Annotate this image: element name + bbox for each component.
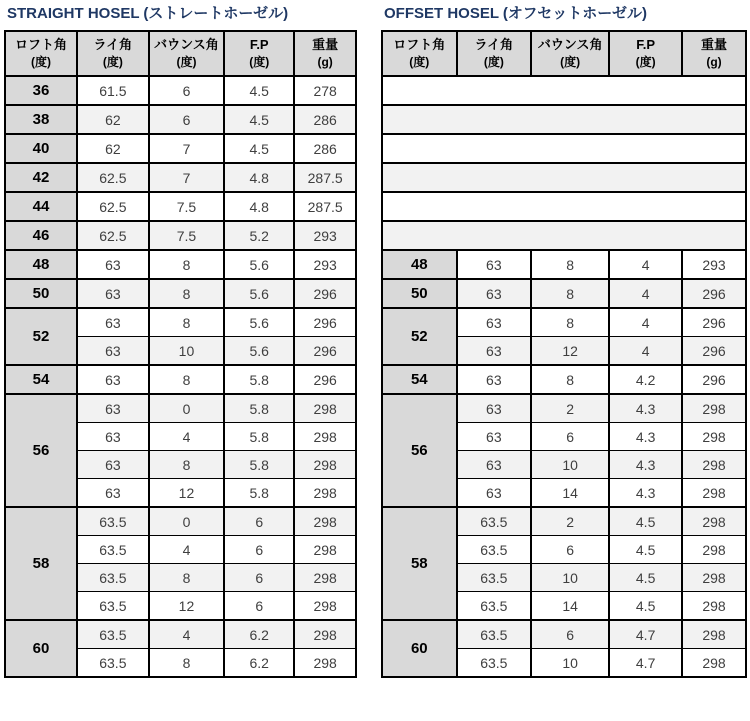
value-cell: 4.5 bbox=[609, 536, 682, 564]
table-head-straight bbox=[5, 31, 356, 76]
loft-cell: 36 bbox=[5, 76, 77, 105]
offset-hosel-section bbox=[381, 3, 747, 678]
table-row bbox=[382, 394, 746, 423]
value-cell: 4 bbox=[609, 308, 682, 337]
column-header bbox=[149, 31, 224, 76]
value-cell: 4 bbox=[609, 250, 682, 279]
empty-cell bbox=[382, 192, 746, 221]
value-cell: 10 bbox=[531, 649, 609, 678]
table-row bbox=[5, 192, 356, 221]
loft-cell: 54 bbox=[382, 365, 457, 394]
loft-cell: 52 bbox=[382, 308, 457, 365]
value-cell: 63.5 bbox=[77, 620, 149, 649]
value-cell: 4 bbox=[149, 536, 224, 564]
value-cell: 298 bbox=[294, 620, 356, 649]
value-cell: 4.5 bbox=[224, 105, 294, 134]
value-cell: 4.5 bbox=[609, 592, 682, 621]
value-cell: 4.8 bbox=[224, 192, 294, 221]
value-cell: 10 bbox=[531, 564, 609, 592]
column-label: ロフト角 bbox=[393, 37, 446, 52]
value-cell: 6 bbox=[149, 76, 224, 105]
value-cell: 4 bbox=[149, 620, 224, 649]
column-header bbox=[609, 31, 682, 76]
value-cell: 5.6 bbox=[224, 337, 294, 366]
value-cell: 63 bbox=[77, 250, 149, 279]
loft-cell: 46 bbox=[5, 221, 77, 250]
table-row bbox=[382, 279, 746, 308]
table-row bbox=[5, 134, 356, 163]
table-row bbox=[5, 221, 356, 250]
loft-cell: 60 bbox=[5, 620, 77, 677]
value-cell: 8 bbox=[149, 451, 224, 479]
column-label: ライ角 bbox=[474, 37, 514, 52]
value-cell: 298 bbox=[294, 451, 356, 479]
value-cell: 63 bbox=[457, 394, 532, 423]
value-cell: 63 bbox=[77, 423, 149, 451]
value-cell: 63.5 bbox=[457, 507, 532, 536]
loft-cell: 48 bbox=[382, 250, 457, 279]
value-cell: 298 bbox=[294, 564, 356, 592]
value-cell: 63.5 bbox=[77, 536, 149, 564]
value-cell: 8 bbox=[149, 564, 224, 592]
table-row bbox=[5, 250, 356, 279]
value-cell: 63.5 bbox=[457, 564, 532, 592]
column-unit: (度) bbox=[102, 55, 123, 69]
loft-cell: 54 bbox=[5, 365, 77, 394]
column-header bbox=[294, 31, 356, 76]
value-cell: 63 bbox=[77, 337, 149, 366]
value-cell: 63.5 bbox=[77, 592, 149, 621]
value-cell: 4.2 bbox=[609, 365, 682, 394]
value-cell: 63 bbox=[77, 279, 149, 308]
value-cell: 4 bbox=[609, 337, 682, 366]
table-row bbox=[382, 507, 746, 536]
value-cell: 62 bbox=[77, 105, 149, 134]
value-cell: 7.5 bbox=[149, 221, 224, 250]
value-cell: 4.7 bbox=[609, 620, 682, 649]
value-cell: 63.5 bbox=[457, 592, 532, 621]
value-cell: 8 bbox=[149, 308, 224, 337]
table-row bbox=[382, 365, 746, 394]
value-cell: 6 bbox=[224, 536, 294, 564]
value-cell: 296 bbox=[682, 337, 746, 366]
value-cell: 63.5 bbox=[77, 649, 149, 678]
column-unit: (度) bbox=[176, 55, 197, 69]
value-cell: 14 bbox=[531, 592, 609, 621]
value-cell: 5.8 bbox=[224, 365, 294, 394]
value-cell: 63.5 bbox=[457, 620, 532, 649]
value-cell: 8 bbox=[149, 279, 224, 308]
value-cell: 296 bbox=[294, 337, 356, 366]
value-cell: 4 bbox=[609, 279, 682, 308]
loft-cell: 38 bbox=[5, 105, 77, 134]
empty-row bbox=[382, 134, 746, 163]
value-cell: 0 bbox=[149, 507, 224, 536]
value-cell: 296 bbox=[294, 365, 356, 394]
value-cell: 63 bbox=[457, 479, 532, 508]
value-cell: 63 bbox=[457, 308, 532, 337]
loft-cell: 50 bbox=[382, 279, 457, 308]
column-unit: (g) bbox=[706, 55, 722, 69]
column-unit: (g) bbox=[317, 55, 333, 69]
value-cell: 4.7 bbox=[609, 649, 682, 678]
loft-cell: 42 bbox=[5, 163, 77, 192]
loft-cell: 56 bbox=[382, 394, 457, 507]
value-cell: 8 bbox=[531, 308, 609, 337]
table-row bbox=[382, 620, 746, 649]
value-cell: 8 bbox=[531, 279, 609, 308]
column-label: F.P bbox=[636, 37, 656, 52]
loft-cell: 58 bbox=[5, 507, 77, 620]
column-unit: (度) bbox=[635, 55, 656, 69]
value-cell: 5.8 bbox=[224, 451, 294, 479]
value-cell: 296 bbox=[294, 279, 356, 308]
loft-cell: 40 bbox=[5, 134, 77, 163]
column-header bbox=[531, 31, 609, 76]
value-cell: 63 bbox=[77, 365, 149, 394]
value-cell: 293 bbox=[294, 221, 356, 250]
value-cell: 63 bbox=[77, 479, 149, 508]
value-cell: 298 bbox=[294, 394, 356, 423]
value-cell: 63.5 bbox=[77, 507, 149, 536]
value-cell: 6 bbox=[224, 564, 294, 592]
value-cell: 4.3 bbox=[609, 423, 682, 451]
value-cell: 62.5 bbox=[77, 163, 149, 192]
straight-hosel-table bbox=[4, 30, 357, 678]
column-header bbox=[224, 31, 294, 76]
value-cell: 6 bbox=[224, 592, 294, 621]
value-cell: 63 bbox=[457, 365, 532, 394]
table-row bbox=[5, 163, 356, 192]
value-cell: 2 bbox=[531, 507, 609, 536]
value-cell: 63.5 bbox=[77, 564, 149, 592]
empty-cell bbox=[382, 134, 746, 163]
table-row bbox=[5, 105, 356, 134]
table-row bbox=[382, 308, 746, 337]
empty-cell bbox=[382, 163, 746, 192]
value-cell: 63 bbox=[457, 451, 532, 479]
value-cell: 4.3 bbox=[609, 394, 682, 423]
table-row bbox=[5, 76, 356, 105]
value-cell: 287.5 bbox=[294, 192, 356, 221]
value-cell: 62 bbox=[77, 134, 149, 163]
column-header bbox=[382, 31, 457, 76]
column-label: ライ角 bbox=[93, 37, 133, 52]
value-cell: 7.5 bbox=[149, 192, 224, 221]
loft-cell: 60 bbox=[382, 620, 457, 677]
value-cell: 4 bbox=[149, 423, 224, 451]
empty-cell bbox=[382, 105, 746, 134]
table-row bbox=[5, 620, 356, 649]
value-cell: 298 bbox=[682, 536, 746, 564]
column-unit: (度) bbox=[483, 55, 504, 69]
value-cell: 5.6 bbox=[224, 308, 294, 337]
empty-row bbox=[382, 221, 746, 250]
column-unit: (度) bbox=[409, 55, 430, 69]
column-unit: (度) bbox=[249, 55, 270, 69]
value-cell: 8 bbox=[149, 250, 224, 279]
value-cell: 63 bbox=[457, 250, 532, 279]
column-label: 重量 bbox=[701, 37, 728, 52]
empty-row bbox=[382, 76, 746, 105]
value-cell: 61.5 bbox=[77, 76, 149, 105]
value-cell: 298 bbox=[294, 507, 356, 536]
value-cell: 293 bbox=[682, 250, 746, 279]
value-cell: 14 bbox=[531, 479, 609, 508]
value-cell: 7 bbox=[149, 163, 224, 192]
value-cell: 286 bbox=[294, 134, 356, 163]
value-cell: 0 bbox=[149, 394, 224, 423]
value-cell: 4.8 bbox=[224, 163, 294, 192]
table-body-straight bbox=[5, 76, 356, 677]
empty-cell bbox=[382, 76, 746, 105]
value-cell: 63.5 bbox=[457, 649, 532, 678]
value-cell: 6 bbox=[149, 105, 224, 134]
column-label: 重量 bbox=[312, 37, 339, 52]
value-cell: 62.5 bbox=[77, 221, 149, 250]
value-cell: 6 bbox=[224, 507, 294, 536]
value-cell: 7 bbox=[149, 134, 224, 163]
table-row bbox=[5, 279, 356, 308]
value-cell: 296 bbox=[682, 365, 746, 394]
empty-row bbox=[382, 105, 746, 134]
loft-cell: 56 bbox=[5, 394, 77, 507]
table-row bbox=[382, 250, 746, 279]
value-cell: 12 bbox=[149, 479, 224, 508]
offset-hosel-title: OFFSET HOSEL (オフセットホーゼル) bbox=[384, 5, 647, 22]
value-cell: 298 bbox=[682, 479, 746, 508]
value-cell: 5.2 bbox=[224, 221, 294, 250]
value-cell: 5.8 bbox=[224, 394, 294, 423]
value-cell: 298 bbox=[682, 592, 746, 621]
value-cell: 4.5 bbox=[609, 507, 682, 536]
straight-hosel-title: STRAIGHT HOSEL (ストレートホーゼル) bbox=[7, 5, 289, 22]
value-cell: 5.6 bbox=[224, 279, 294, 308]
column-unit: (度) bbox=[30, 55, 51, 69]
value-cell: 6 bbox=[531, 423, 609, 451]
value-cell: 8 bbox=[531, 250, 609, 279]
value-cell: 5.8 bbox=[224, 479, 294, 508]
value-cell: 286 bbox=[294, 105, 356, 134]
value-cell: 4.5 bbox=[609, 564, 682, 592]
value-cell: 63 bbox=[457, 337, 532, 366]
column-header bbox=[457, 31, 532, 76]
value-cell: 298 bbox=[294, 649, 356, 678]
value-cell: 4.3 bbox=[609, 451, 682, 479]
value-cell: 10 bbox=[531, 451, 609, 479]
value-cell: 298 bbox=[682, 564, 746, 592]
table-body-offset bbox=[382, 76, 746, 677]
value-cell: 63 bbox=[77, 308, 149, 337]
column-label: バウンス角 bbox=[154, 37, 219, 52]
column-header bbox=[77, 31, 149, 76]
value-cell: 10 bbox=[149, 337, 224, 366]
value-cell: 278 bbox=[294, 76, 356, 105]
value-cell: 6.2 bbox=[224, 649, 294, 678]
loft-cell: 50 bbox=[5, 279, 77, 308]
table-row bbox=[5, 308, 356, 337]
table-head-offset bbox=[382, 31, 746, 76]
empty-row bbox=[382, 163, 746, 192]
value-cell: 6 bbox=[531, 536, 609, 564]
value-cell: 296 bbox=[294, 308, 356, 337]
value-cell: 4.5 bbox=[224, 134, 294, 163]
column-label: バウンス角 bbox=[537, 37, 603, 52]
value-cell: 6.2 bbox=[224, 620, 294, 649]
loft-cell: 58 bbox=[382, 507, 457, 620]
value-cell: 298 bbox=[682, 620, 746, 649]
value-cell: 4.3 bbox=[609, 479, 682, 508]
straight-hosel-section bbox=[4, 3, 357, 678]
value-cell: 62.5 bbox=[77, 192, 149, 221]
value-cell: 5.8 bbox=[224, 423, 294, 451]
loft-cell: 44 bbox=[5, 192, 77, 221]
column-label: F.P bbox=[249, 37, 269, 52]
table-row bbox=[5, 507, 356, 536]
column-header bbox=[5, 31, 77, 76]
value-cell: 63 bbox=[457, 279, 532, 308]
value-cell: 12 bbox=[531, 337, 609, 366]
value-cell: 4.5 bbox=[224, 76, 294, 105]
column-label: ロフト角 bbox=[14, 37, 67, 52]
value-cell: 63.5 bbox=[457, 536, 532, 564]
value-cell: 8 bbox=[531, 365, 609, 394]
value-cell: 296 bbox=[682, 279, 746, 308]
empty-row bbox=[382, 192, 746, 221]
loft-cell: 48 bbox=[5, 250, 77, 279]
empty-cell bbox=[382, 221, 746, 250]
header-row bbox=[5, 31, 356, 76]
value-cell: 8 bbox=[149, 649, 224, 678]
value-cell: 2 bbox=[531, 394, 609, 423]
value-cell: 298 bbox=[682, 394, 746, 423]
value-cell: 298 bbox=[682, 507, 746, 536]
value-cell: 63 bbox=[457, 423, 532, 451]
table-row bbox=[5, 394, 356, 423]
loft-cell: 52 bbox=[5, 308, 77, 365]
value-cell: 298 bbox=[294, 592, 356, 621]
offset-hosel-table bbox=[381, 30, 747, 678]
value-cell: 298 bbox=[682, 423, 746, 451]
value-cell: 293 bbox=[294, 250, 356, 279]
value-cell: 298 bbox=[294, 423, 356, 451]
table-row bbox=[5, 365, 356, 394]
column-unit: (度) bbox=[560, 55, 581, 69]
column-header bbox=[682, 31, 746, 76]
value-cell: 6 bbox=[531, 620, 609, 649]
value-cell: 8 bbox=[149, 365, 224, 394]
value-cell: 63 bbox=[77, 394, 149, 423]
value-cell: 5.6 bbox=[224, 250, 294, 279]
value-cell: 298 bbox=[294, 479, 356, 508]
value-cell: 12 bbox=[149, 592, 224, 621]
value-cell: 287.5 bbox=[294, 163, 356, 192]
value-cell: 296 bbox=[682, 308, 746, 337]
value-cell: 298 bbox=[682, 451, 746, 479]
value-cell: 298 bbox=[682, 649, 746, 678]
value-cell: 63 bbox=[77, 451, 149, 479]
header-row bbox=[382, 31, 746, 76]
value-cell: 298 bbox=[294, 536, 356, 564]
